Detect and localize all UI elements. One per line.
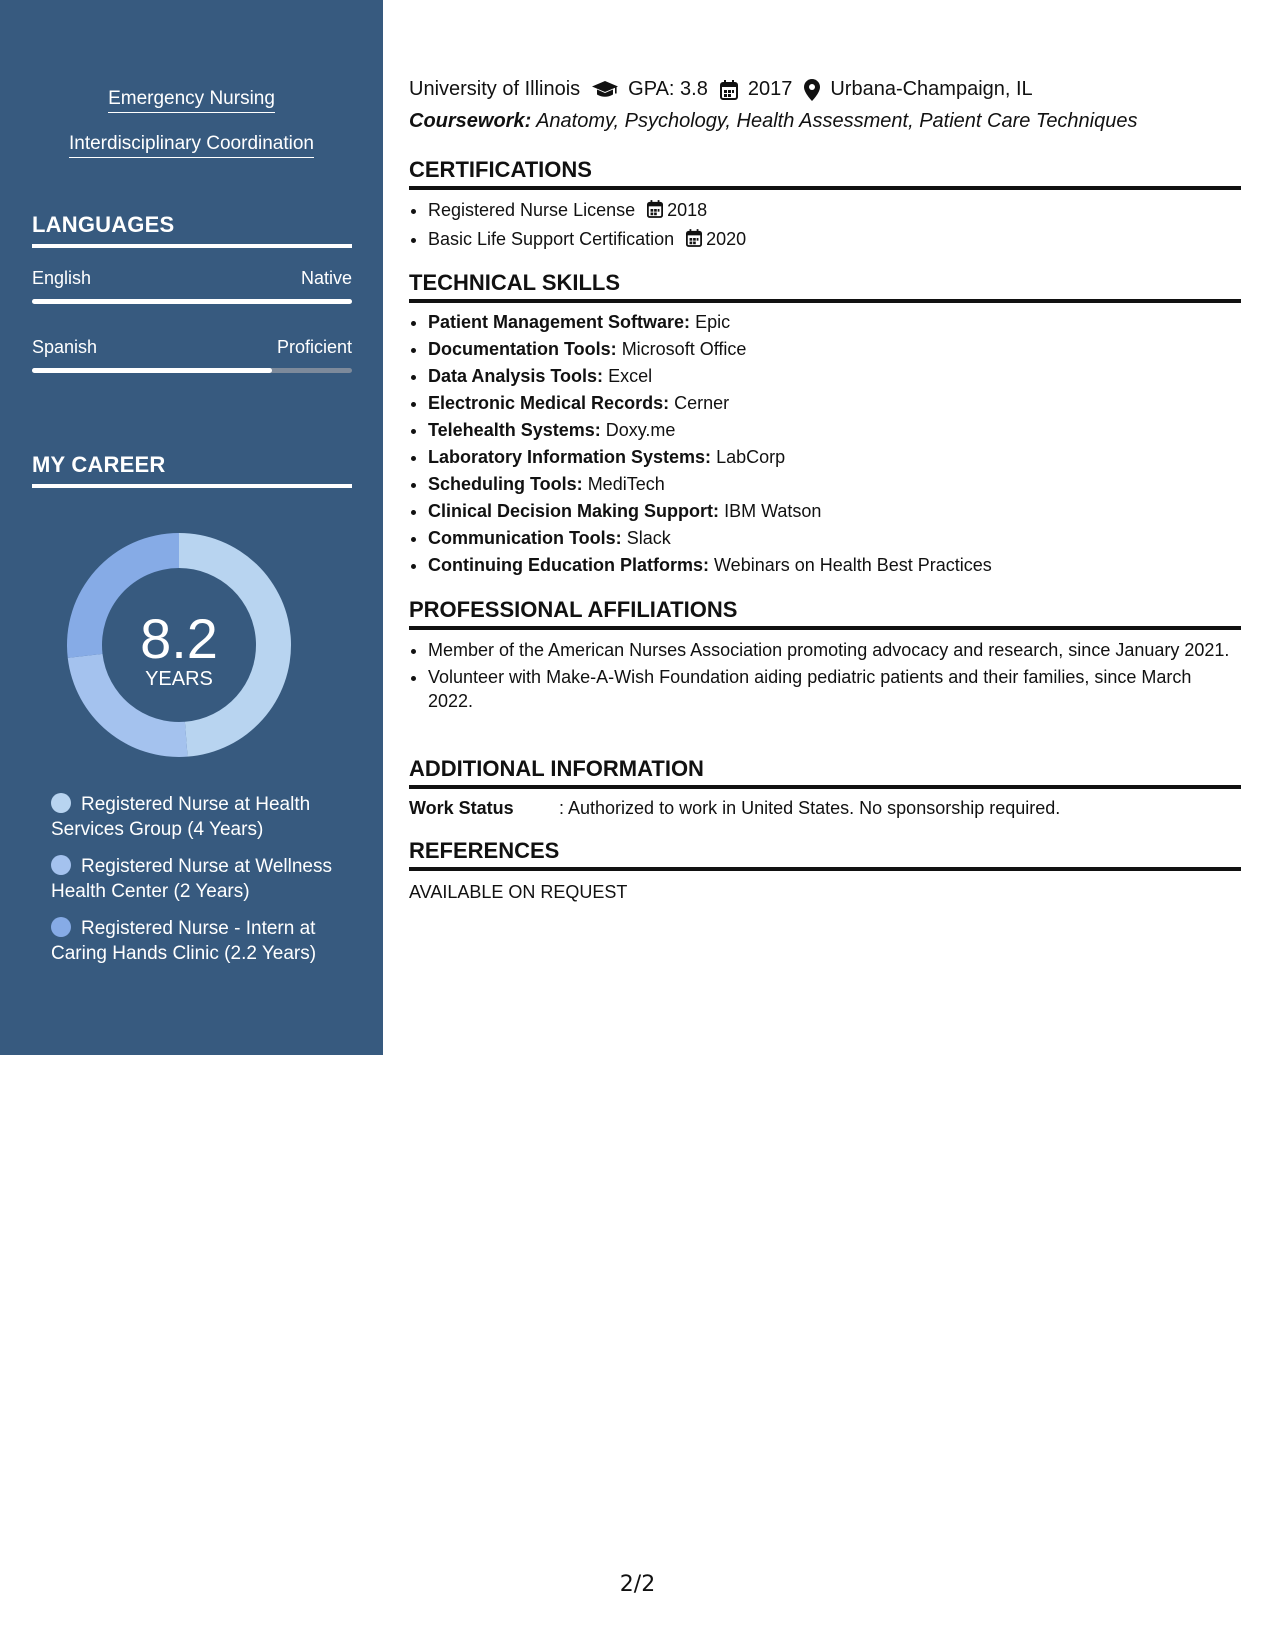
skill-item xyxy=(0,88,383,113)
work-status-value: : Authorized to work in United States. No sponsorship required. xyxy=(559,798,1061,818)
skill-label: Emergency Nursing xyxy=(108,88,275,113)
skill-item xyxy=(0,133,383,158)
career-item-label: Registered Nurse at Wellness Health Center (2 Years) xyxy=(51,856,332,902)
certification-name: Basic Life Support Certification xyxy=(428,229,675,249)
education-school: University of Illinois xyxy=(409,78,581,100)
language-proficiency-bar xyxy=(32,368,352,373)
technical-skill-item xyxy=(428,471,1241,498)
technical-skill-item xyxy=(428,498,1241,525)
language-proficiency-bar xyxy=(32,299,352,304)
career-legend-dot xyxy=(51,793,71,813)
work-status-label: Work Status xyxy=(409,798,514,818)
technical-skill-value: Doxy.me xyxy=(605,420,676,440)
career-item-label: Registered Nurse - Intern at Caring Hands Clinic (2.2 Years) xyxy=(51,918,317,964)
technical-skill-value: Webinars on Health Best Practices xyxy=(714,555,992,575)
career-total-unit: YEARS xyxy=(145,668,213,690)
language-proficiency-fill xyxy=(32,299,352,304)
education-location: Urbana-Champaign, IL xyxy=(830,78,1033,100)
languages-heading: LANGUAGES xyxy=(32,212,352,248)
career-legend-dot xyxy=(51,855,71,875)
education-gpa: GPA: 3.8 xyxy=(628,78,708,100)
technical-skill-label: Communication Tools: xyxy=(428,528,622,548)
technical-skill-item xyxy=(428,309,1241,336)
career-item xyxy=(51,792,351,842)
graduation-cap-icon xyxy=(592,81,618,99)
career-total-years: 8.2 xyxy=(140,607,218,670)
references-heading: REFERENCES xyxy=(409,838,1241,871)
coursework-label: Coursework: xyxy=(409,110,532,132)
technical-skill-value: IBM Watson xyxy=(724,501,822,521)
education-year: 2017 xyxy=(747,78,793,100)
technical-skill-value: Slack xyxy=(626,528,671,548)
career-donut-chart xyxy=(56,522,302,768)
technical-skill-label: Laboratory Information Systems: xyxy=(428,447,712,467)
language-name: English xyxy=(32,268,92,288)
certification-year: 2020 xyxy=(706,229,747,249)
career-heading: MY CAREER xyxy=(32,452,352,488)
page-number: 2/2 xyxy=(619,1572,656,1597)
technical-skill-item xyxy=(428,552,1241,579)
sidebar xyxy=(0,0,383,1055)
certification-name: Registered Nurse License xyxy=(428,200,636,220)
certifications-heading: CERTIFICATIONS xyxy=(409,157,1241,190)
technical-skill-item xyxy=(428,336,1241,363)
career-legend-dot xyxy=(51,917,71,937)
technical-skill-value: MediTech xyxy=(587,474,665,494)
coursework-value: Anatomy, Psychology, Health Assessment, Patient Care Techniques xyxy=(536,110,1138,132)
technical-skill-item xyxy=(428,390,1241,417)
affiliation-item: • Member of the American Nurses Association promoting advocacy and research, since January 2021. xyxy=(428,638,1241,662)
language-level: Native xyxy=(300,268,352,288)
technical-skill-label: Scheduling Tools: xyxy=(428,474,583,494)
language-row xyxy=(32,337,352,358)
calendar-icon xyxy=(647,199,663,226)
additional-info-heading: ADDITIONAL INFORMATION xyxy=(409,756,1241,789)
technical-skill-label: Clinical Decision Making Support: xyxy=(428,501,720,521)
career-item xyxy=(51,854,351,904)
technical-skill-item xyxy=(428,363,1241,390)
technical-skill-item xyxy=(428,444,1241,471)
technical-skill-value: Cerner xyxy=(674,393,730,413)
certification-item xyxy=(428,226,1241,255)
technical-skill-value: Excel xyxy=(608,366,653,386)
technical-skill-value: Epic xyxy=(695,312,731,332)
affiliation-item: • Volunteer with Make-A-Wish Foundation aiding pediatric patients and their families, since March 2022. xyxy=(428,665,1241,713)
language-row xyxy=(32,268,352,289)
certifications-list xyxy=(409,197,1241,255)
skill-label: Interdisciplinary Coordination xyxy=(69,133,314,158)
certification-item xyxy=(428,197,1241,226)
technical-skills-heading: TECHNICAL SKILLS xyxy=(409,270,1241,303)
technical-skill-value: LabCorp xyxy=(716,447,786,467)
technical-skill-value: Microsoft Office xyxy=(621,339,747,359)
language-proficiency-fill xyxy=(32,368,272,373)
location-pin-icon xyxy=(804,79,820,101)
calendar-icon xyxy=(686,228,702,255)
language-level: Proficient xyxy=(276,337,352,357)
technical-skill-label: Patient Management Software: xyxy=(428,312,691,332)
certification-year: 2018 xyxy=(667,200,708,220)
work-status-row xyxy=(409,798,1060,819)
technical-skill-label: Electronic Medical Records: xyxy=(428,393,670,413)
technical-skill-label: Data Analysis Tools: xyxy=(428,366,604,386)
technical-skill-item xyxy=(428,417,1241,444)
career-item xyxy=(51,916,351,966)
technical-skill-label: Telehealth Systems: xyxy=(428,420,601,440)
language-name: Spanish xyxy=(32,337,98,357)
technical-skill-label: Continuing Education Platforms: xyxy=(428,555,709,575)
affiliations-list xyxy=(409,638,1241,716)
references-text: AVAILABLE ON REQUEST xyxy=(409,882,628,902)
calendar-icon xyxy=(720,80,738,100)
technical-skills-list xyxy=(409,309,1241,579)
education-coursework xyxy=(409,110,1138,133)
career-item-label: Registered Nurse at Health Services Group (4 Years) xyxy=(51,794,311,840)
affiliations-heading: PROFESSIONAL AFFILIATIONS xyxy=(409,597,1241,630)
technical-skill-label: Documentation Tools: xyxy=(428,339,617,359)
education-line xyxy=(409,78,1033,101)
technical-skill-item xyxy=(428,525,1241,552)
